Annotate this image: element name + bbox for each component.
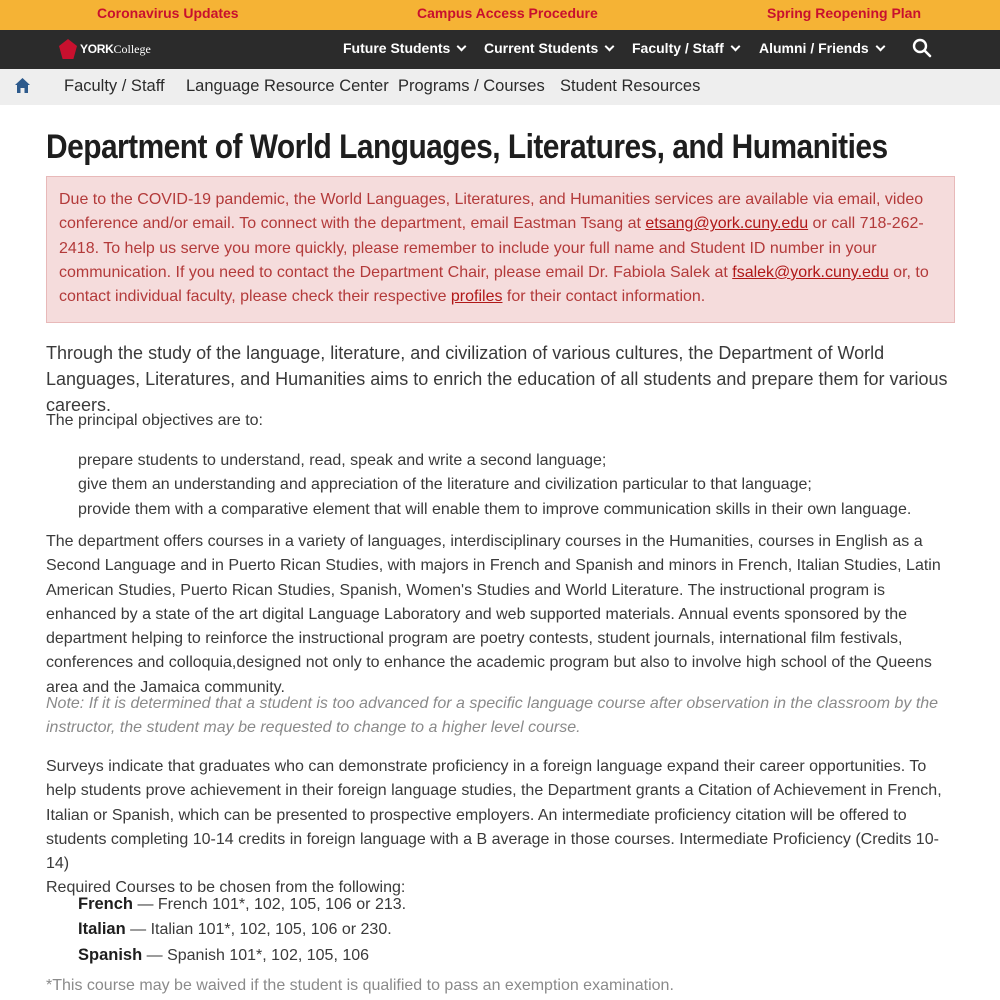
nav-future-students-label: Future Students	[343, 40, 451, 56]
subnav-language-resource-center[interactable]: Language Resource Center	[186, 77, 389, 95]
course-numbers: — Italian 101*, 102, 105, 106 or 230.	[125, 921, 392, 939]
list-item: provide them with a comparative element that will enable them to improve communication skills in their own language.	[78, 500, 912, 518]
course-language: Italian	[78, 920, 126, 939]
logo-text-bold: YORK	[80, 42, 114, 56]
spring-reopening-link[interactable]: Spring Reopening Plan	[767, 5, 922, 21]
note-paragraph: Note: If it is determined that a student is too advanced for a specific language course after observation in the classroom by the instructor, the student may be requested to change to a higher level course.	[46, 695, 939, 737]
main-nav	[0, 30, 1000, 69]
page-title: Department of World Languages, Literatures, and Humanities	[46, 128, 888, 166]
nav-faculty-staff[interactable]	[632, 40, 739, 56]
nav-alumni-friends[interactable]	[759, 40, 884, 56]
covid-notice	[46, 176, 955, 323]
chevron-down-icon	[605, 41, 615, 51]
course-numbers: — French 101*, 102, 105, 106 or 213.	[133, 896, 407, 913]
etsang-email-link[interactable]: etsang@york.cuny.edu	[645, 215, 809, 233]
profiles-link[interactable]: profiles	[450, 288, 503, 306]
york-logo-icon	[59, 39, 77, 59]
intro-paragraph: Through the study of the language, literature, and civilization of various cultures, the Department of World Languages, Literatures, and Humanities aims to enrich the education of all students and prepare them for various careers.	[46, 343, 948, 415]
campus-access-link[interactable]: Campus Access Procedure	[417, 5, 598, 21]
list-item	[78, 892, 958, 917]
search-icon[interactable]	[912, 38, 932, 58]
objectives-list	[78, 449, 958, 522]
surveys-text: Surveys indicate that graduates who can demonstrate proficiency in a foreign language expand their career opportunities. To help students prove achievement in their foreign language studies, the Department grants a Citation of Achievement in French, Italian or Spanish, which can be presented to prospective employers. An intermediate proficiency citation will be offered to students completing 10-14 credits in foreign language with a B average in those courses. Intermediate Proficiency (Credits 10-14)	[46, 758, 942, 873]
coronavirus-updates-link[interactable]: Coronavirus Updates	[97, 5, 239, 21]
chevron-down-icon	[730, 41, 740, 51]
chevron-down-icon	[457, 41, 467, 51]
surveys-paragraph	[46, 755, 956, 901]
footnote: *This course may be waived if the student is qualified to pass an exemption examination.	[46, 977, 674, 994]
home-icon[interactable]	[14, 77, 31, 94]
alert-bar	[0, 0, 1000, 30]
notice-text: for their contact information.	[502, 288, 706, 306]
nav-current-students-label: Current Students	[484, 40, 599, 56]
objectives-heading: The principal objectives are to:	[46, 412, 263, 429]
course-language: French	[78, 895, 134, 913]
notice-text: or, to contact individual faculty, please check their respective	[59, 263, 929, 306]
nav-alumni-friends-label: Alumni / Friends	[759, 40, 869, 56]
nav-future-students[interactable]	[343, 40, 465, 56]
courses-paragraph: The department offers courses in a variety of languages, interdisciplinary courses in the Humanities, courses in English as a Second Language and in Puerto Rican Studies, with majors in French and Spanish and minors in French, Italian Studies, Latin American Studies, Puerto Rican Studies, Spanish, Women's Studies and World Literature. The instructional program is enhanced by a state of the art digital Language Laboratory and web supported materials. Annual events sponsored by the department helping to reinforce the instructional program are poetry contests, student journals, international film festivals, conferences and colloquia,designed not only to enhance the academic program but also to involve high school of the Queens area and the Jamaica community.	[46, 533, 941, 696]
chevron-down-icon	[875, 41, 885, 51]
notice-text: Due to the COVID-19 pandemic, the World Languages, Literatures, and Humanities services are available via email, video conference and/or email. To connect with the department, email Eastman Tsang at	[59, 191, 924, 233]
list-item: give them an understanding and appreciation of the literature and civilization particular to that language;	[78, 476, 812, 494]
nav-current-students[interactable]	[484, 40, 613, 56]
subnav-programs-courses[interactable]: Programs / Courses	[398, 77, 545, 95]
course-numbers: — Spanish 101*, 102, 105, 106	[142, 946, 370, 964]
york-college-logo[interactable]	[59, 38, 151, 60]
notice-text: or call 718-262-2418. To help us serve you more quickly, please remember to include your full name and Student ID number in your communication. If you need to contact the Department Chair, please email Dr. Fabiola Salek at	[59, 215, 924, 281]
list-item: prepare students to understand, read, speak and write a second language;	[78, 452, 607, 469]
logo-text-light: College	[113, 41, 151, 56]
list-item	[78, 917, 958, 942]
sub-nav	[0, 69, 1000, 105]
required-heading: Required Courses to be chosen from the following:	[46, 879, 406, 897]
list-item	[78, 943, 958, 968]
fsalek-email-link[interactable]: fsalek@york.cuny.edu	[732, 263, 889, 281]
subnav-faculty-staff[interactable]: Faculty / Staff	[64, 77, 165, 95]
nav-faculty-staff-label: Faculty / Staff	[632, 40, 724, 56]
subnav-student-resources[interactable]: Student Resources	[560, 77, 701, 95]
course-language: Spanish	[78, 945, 143, 964]
required-courses-list	[78, 892, 958, 968]
